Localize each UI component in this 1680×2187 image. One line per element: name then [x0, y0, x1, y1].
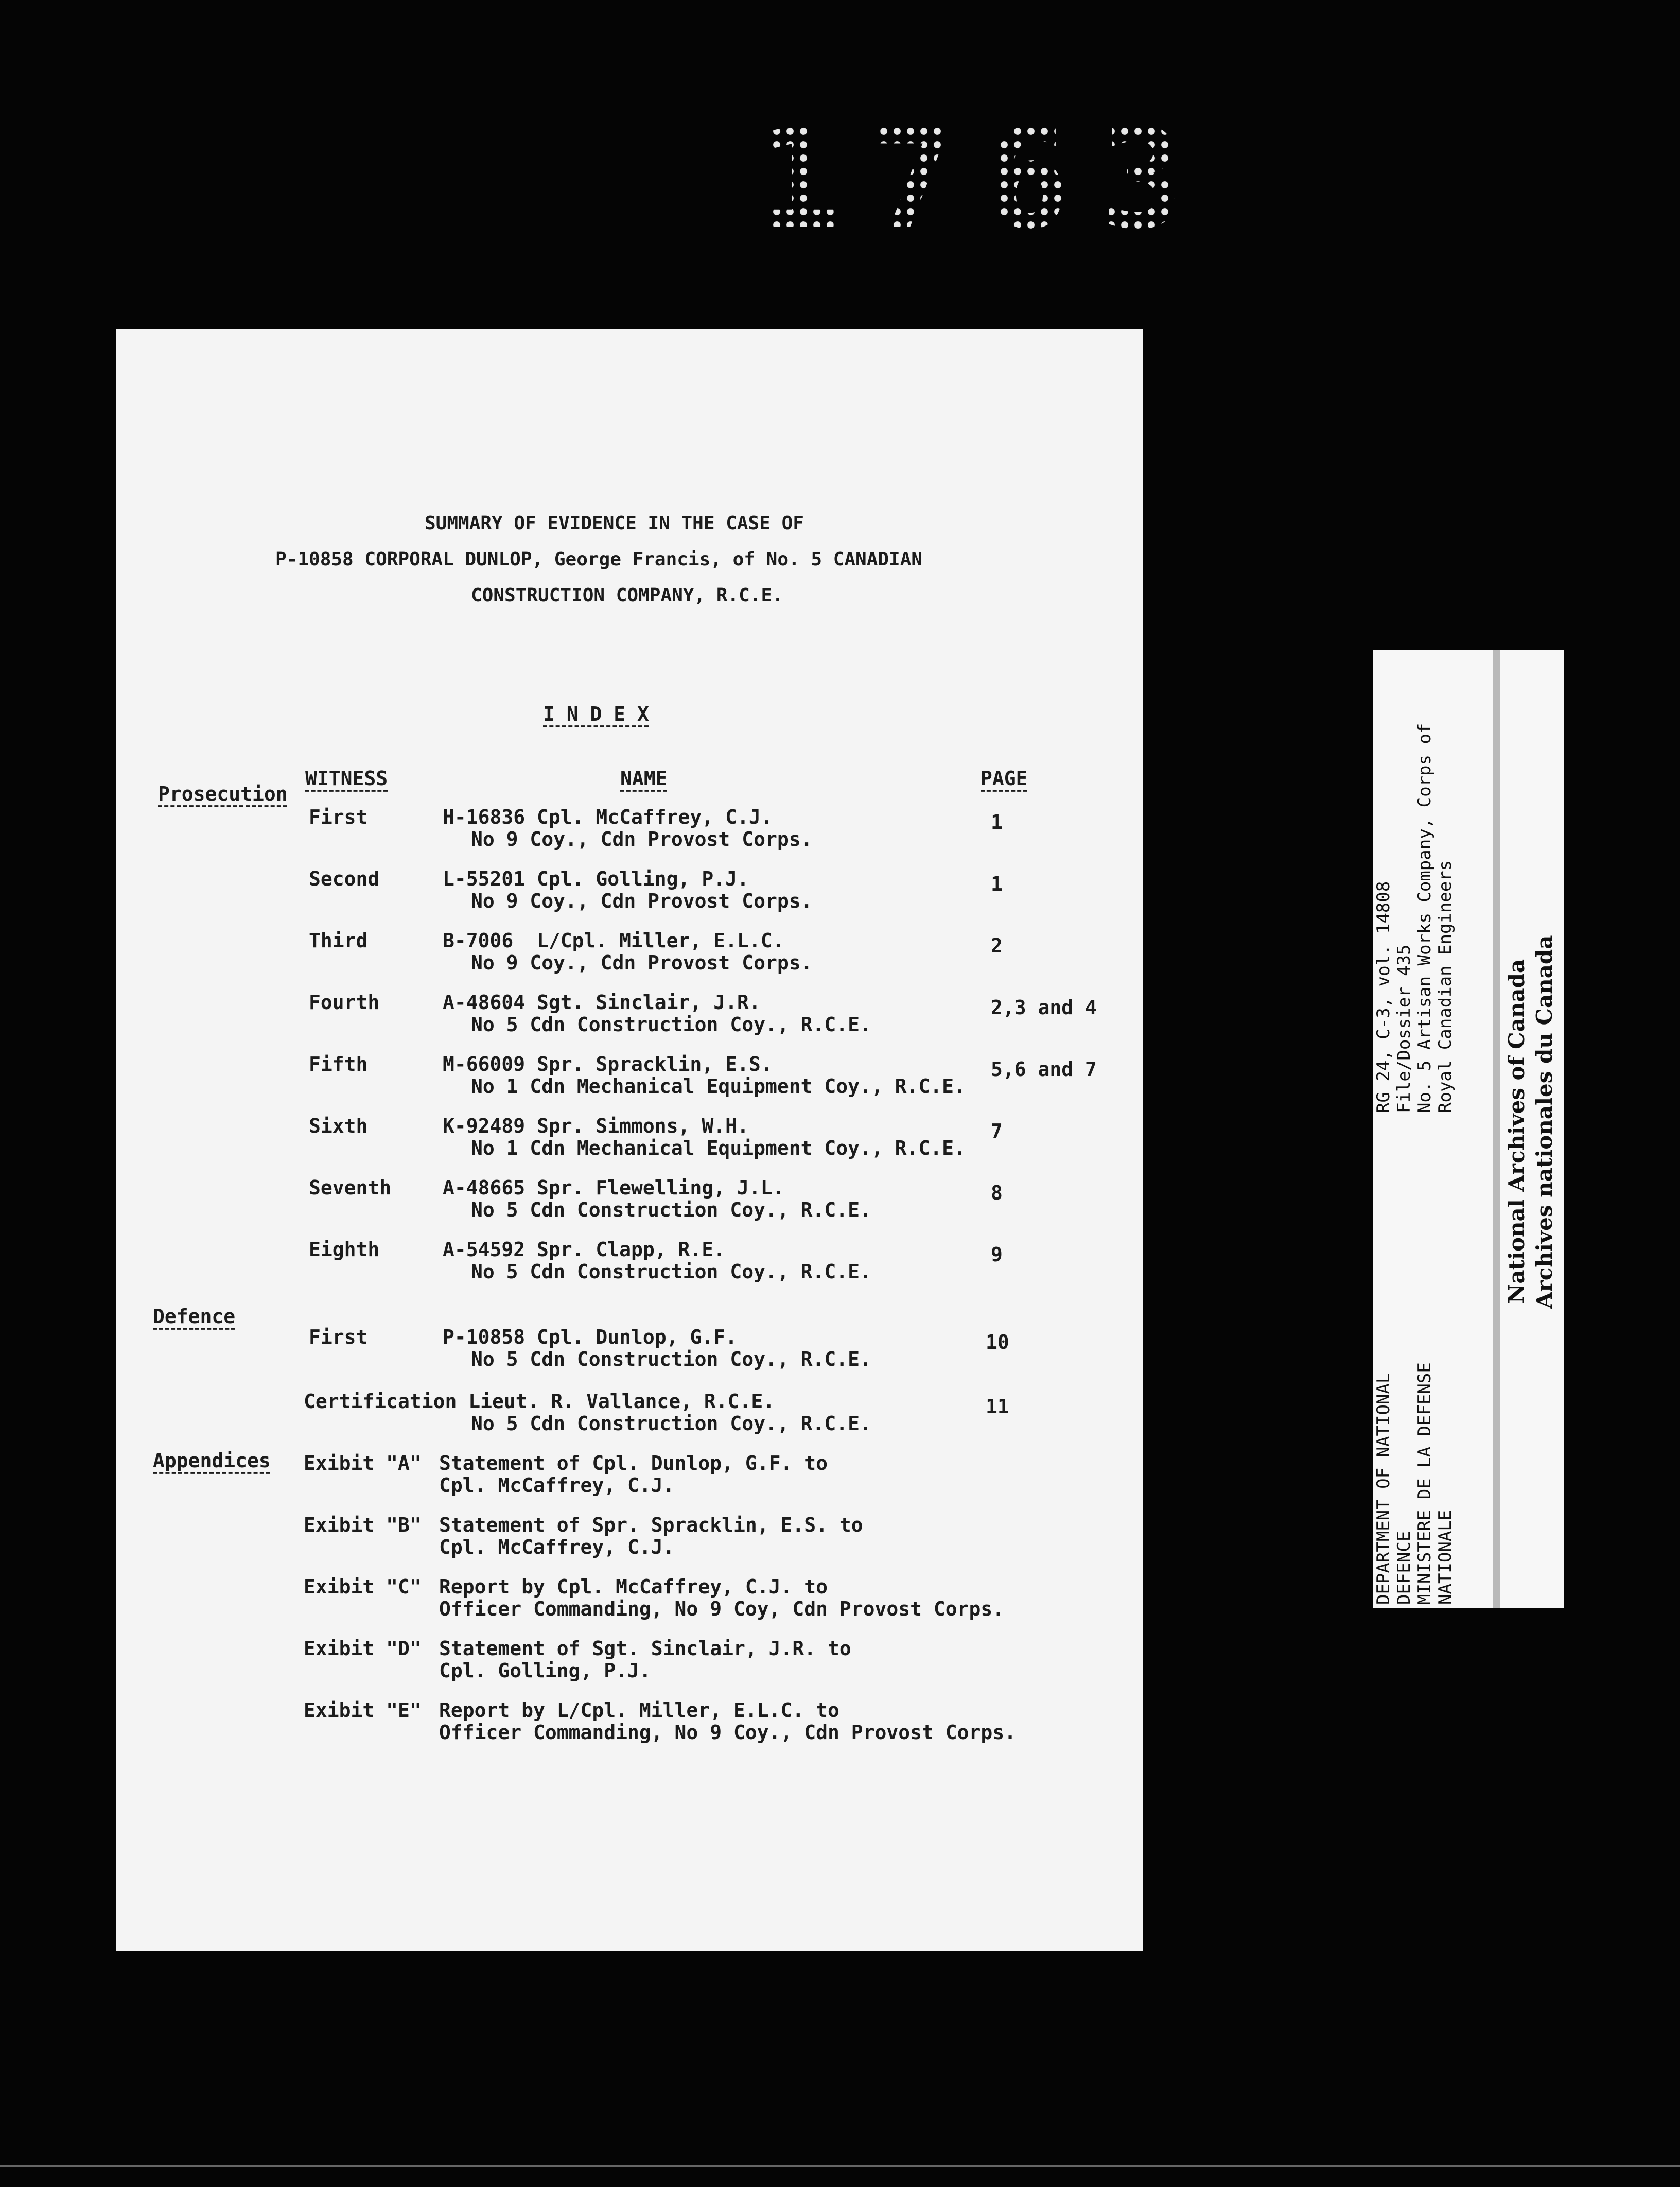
archive-label-reference [1373, 650, 1489, 1608]
dept-line-2: DEFENCE [1394, 1531, 1414, 1605]
certification-line: Certification Lieut. R. Vallance, R.C.E. [304, 1390, 775, 1413]
section-prosecution: Prosecution [158, 783, 288, 805]
ref-line-1: RG 24, C-3, vol. 14808 [1373, 881, 1394, 1113]
witness-name: K-92489 Spr. Simmons, W.H. [443, 1115, 749, 1137]
witness-ordinal: Sixth [309, 1115, 368, 1137]
witness-page: 2,3 and 4 [991, 996, 1097, 1019]
witness-unit: No 1 Cdn Mechanical Equipment Coy., R.C.E. [471, 1075, 966, 1098]
exhibit-text-2: Cpl. McCaffrey, C.J. [439, 1474, 675, 1497]
witness-ordinal: Second [309, 867, 380, 890]
archives-name-en: National Archives of Canada [1504, 959, 1529, 1304]
witness-unit: No 9 Coy., Cdn Provost Corps. [471, 828, 813, 850]
dept-line-1: DEPARTMENT OF NATIONAL [1373, 1373, 1394, 1605]
exhibit-text: Report by L/Cpl. Miller, E.L.C. to [439, 1699, 839, 1722]
column-header-name: NAME [620, 767, 668, 790]
witness-unit: No 5 Cdn Construction Coy., R.C.E. [471, 1348, 871, 1370]
witness-name: M-66009 Spr. Spracklin, E.S. [443, 1053, 773, 1075]
certification-unit: No 5 Cdn Construction Coy., R.C.E. [471, 1412, 871, 1435]
column-header-witness: WITNESS [305, 767, 388, 790]
witness-page: 9 [991, 1243, 1003, 1266]
frame-number-text: 1763 [757, 98, 1215, 260]
exhibit-label: Exibit "E" [304, 1699, 422, 1722]
title-line-3: CONSTRUCTION COMPANY, R.C.E. [471, 585, 783, 606]
exhibit-text-2: Cpl. Golling, P.J. [439, 1659, 651, 1682]
ref-line-3: No. 5 Artisan Works Company, Corps of [1414, 723, 1435, 1113]
column-header-page: PAGE [981, 767, 1028, 790]
witness-unit: No 5 Cdn Construction Coy., R.C.E. [471, 1260, 871, 1283]
document-page [116, 329, 1143, 1951]
ref-line-2: File/Dossier 435 [1394, 944, 1414, 1113]
exhibit-label: Exibit "D" [304, 1637, 422, 1660]
exhibit-text: Report by Cpl. McCaffrey, C.J. to [439, 1575, 828, 1598]
witness-page: 1 [991, 811, 1003, 834]
witness-name: P-10858 Cpl. Dunlop, G.F. [443, 1326, 737, 1348]
witness-ordinal: First [309, 806, 368, 828]
exhibit-text-2: Cpl. McCaffrey, C.J. [439, 1536, 675, 1558]
witness-name: H-16836 Cpl. McCaffrey, C.J. [443, 806, 773, 828]
exhibit-text: Statement of Cpl. Dunlop, G.F. to [439, 1452, 828, 1474]
witness-unit: No 5 Cdn Construction Coy., R.C.E. [471, 1013, 871, 1036]
exhibit-text-2: Officer Commanding, No 9 Coy., Cdn Provost Corps. [439, 1721, 1017, 1744]
archives-name-fr: Archives nationales du Canada [1532, 935, 1557, 1309]
witness-unit: No 9 Coy., Cdn Provost Corps. [471, 951, 813, 974]
exhibit-text-2: Officer Commanding, No 9 Coy, Cdn Provost Corps. [439, 1598, 1005, 1620]
archive-label-institution [1493, 650, 1571, 1608]
scan-edge-line [0, 2165, 1680, 2167]
witness-unit: No 1 Cdn Mechanical Equipment Coy., R.C.E. [471, 1137, 966, 1159]
dept-line-4: NATIONALE [1435, 1509, 1456, 1605]
witness-ordinal: Fourth [309, 991, 380, 1014]
ref-line-4: Royal Canadian Engineers [1435, 860, 1456, 1113]
witness-name: L-55201 Cpl. Golling, P.J. [443, 867, 749, 890]
title-line-2: P-10858 CORPORAL DUNLOP, George Francis, of No. 5 CANADIAN [275, 549, 923, 570]
witness-name: A-48604 Sgt. Sinclair, J.R. [443, 991, 761, 1014]
witness-page: 7 [991, 1120, 1003, 1142]
witness-page: 8 [991, 1182, 1003, 1204]
exhibit-label: Exibit "B" [304, 1514, 422, 1536]
exhibit-text: Statement of Spr. Spracklin, E.S. to [439, 1514, 863, 1536]
witness-page: 10 [986, 1331, 1009, 1353]
witness-ordinal: Fifth [309, 1053, 368, 1075]
exhibit-label: Exibit "C" [304, 1575, 422, 1598]
witness-ordinal: Eighth [309, 1238, 380, 1261]
witness-ordinal: First [309, 1326, 368, 1348]
index-heading: I N D E X [543, 703, 649, 725]
dept-line-3: MINISTERE DE LA DEFENSE [1414, 1362, 1435, 1605]
witness-ordinal: Third [309, 929, 368, 952]
exhibit-text: Statement of Sgt. Sinclair, J.R. to [439, 1637, 851, 1660]
section-defence: Defence [153, 1305, 236, 1328]
witness-unit: No 5 Cdn Construction Coy., R.C.E. [471, 1199, 871, 1221]
frame-number [757, 98, 1215, 260]
witness-page: 5,6 and 7 [991, 1058, 1097, 1081]
certification-page: 11 [986, 1395, 1009, 1418]
witness-name: A-48665 Spr. Flewelling, J.L. [443, 1176, 784, 1199]
witness-page: 2 [991, 934, 1003, 957]
archive-label [1373, 650, 1564, 1608]
witness-ordinal: Seventh [309, 1176, 392, 1199]
exhibit-label: Exibit "A" [304, 1452, 422, 1474]
witness-unit: No 9 Coy., Cdn Provost Corps. [471, 890, 813, 912]
witness-name: A-54592 Spr. Clapp, R.E. [443, 1238, 726, 1261]
section-appendices: Appendices [153, 1449, 271, 1472]
witness-name: B-7006 L/Cpl. Miller, E.L.C. [443, 929, 784, 952]
title-line-1: SUMMARY OF EVIDENCE IN THE CASE OF [425, 513, 804, 534]
witness-page: 1 [991, 873, 1003, 895]
